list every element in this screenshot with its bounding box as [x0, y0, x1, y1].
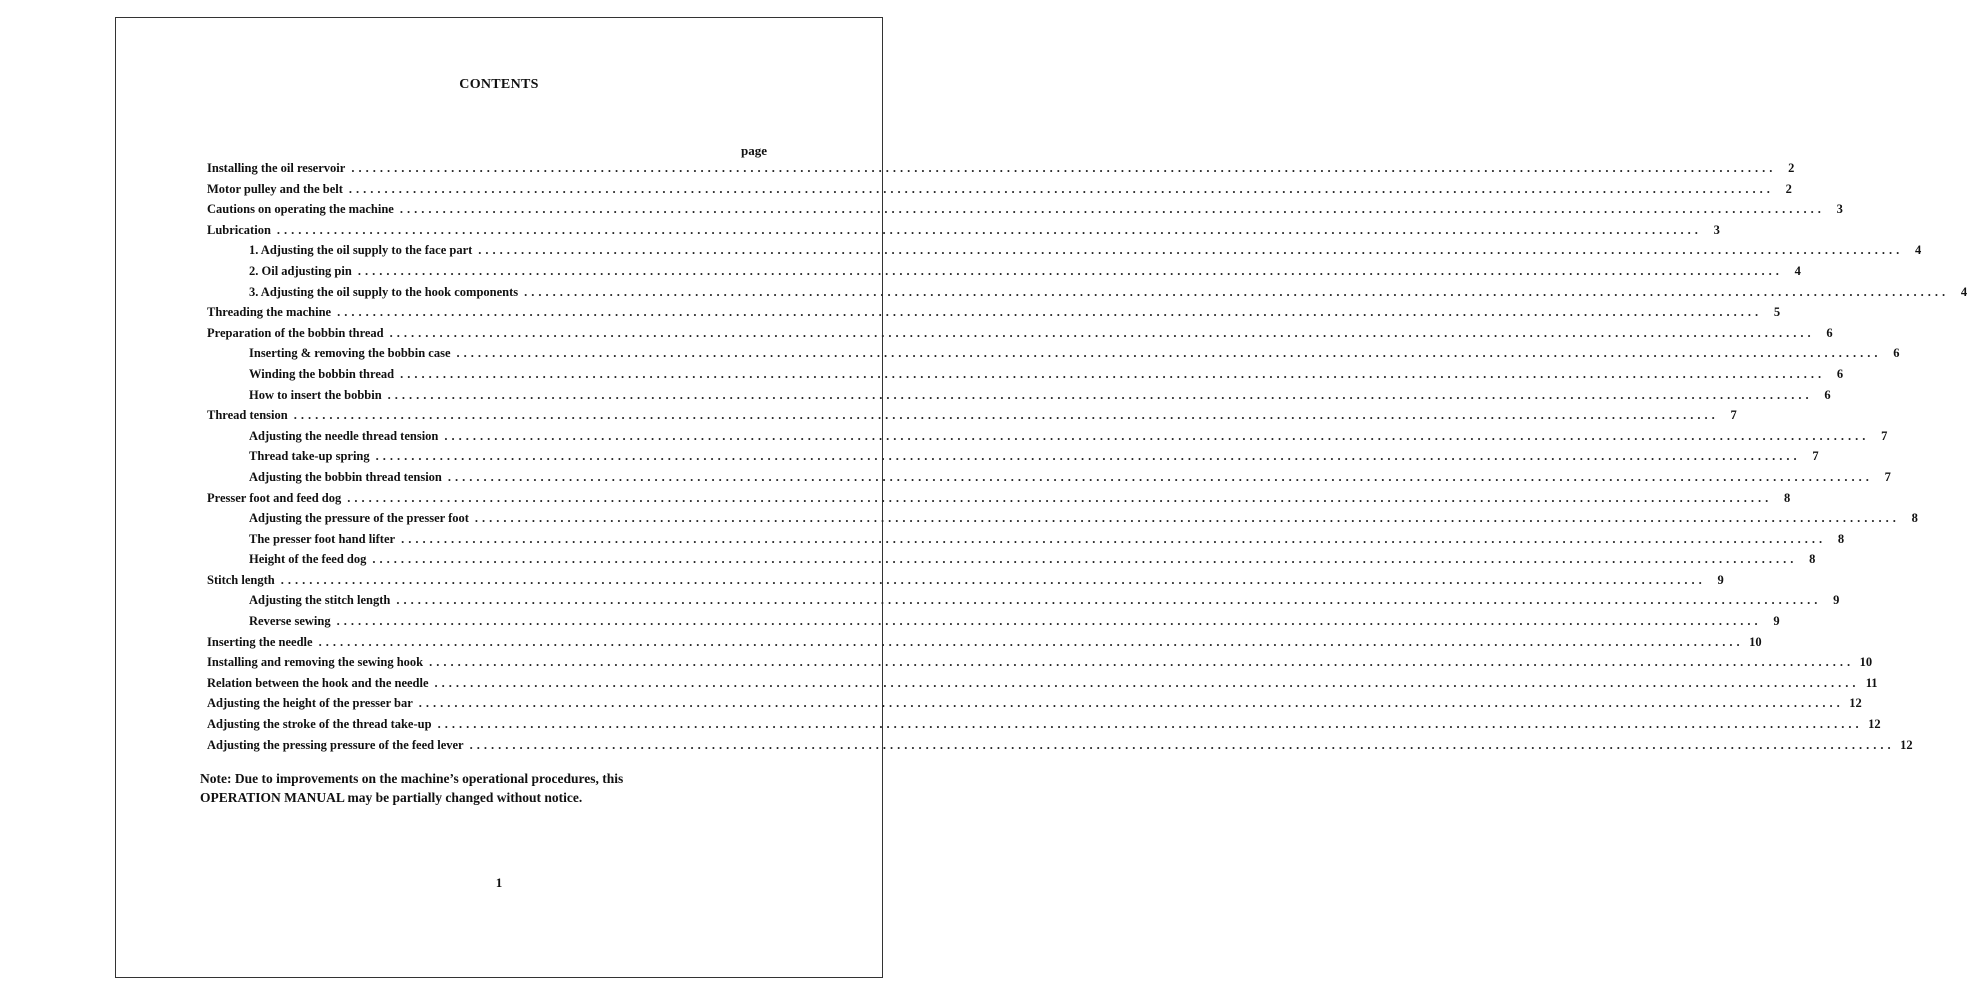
- toc-entry-label: Reverse sewing: [249, 614, 331, 629]
- toc-leader-dots: ........................................................................................................................................................................................................: [478, 243, 1904, 258]
- toc-entry: [207, 346, 1900, 367]
- toc-entry-label: Adjusting the pressing pressure of the feed lever: [207, 737, 464, 752]
- toc-leader-dots: ........................................................................................................................................................................................................: [280, 572, 1706, 587]
- toc-leader-dots: ........................................................................................................................................................................................................: [347, 490, 1773, 505]
- toc-entry-label: Lubrication: [207, 222, 271, 237]
- toc-entry: [207, 531, 1845, 553]
- toc-entry-page: 7: [1884, 469, 1891, 484]
- toc-entry: [207, 428, 1888, 450]
- toc-entry-page: 9: [1833, 593, 1840, 608]
- toc-entry-page: 10: [1859, 655, 1873, 670]
- toc-leader-dots: ........................................................................................................................................................................................................: [375, 449, 1801, 464]
- toc-entry-label: Height of the feed dog: [249, 552, 367, 567]
- toc-leader-dots: ........................................................................................................................................................................................................: [400, 366, 1826, 381]
- toc-entry-label: Adjusting the needle thread tension: [249, 428, 439, 443]
- toc-entry-page: 2: [1785, 181, 1792, 196]
- toc-leader-dots: ........................................................................................................................................................................................................: [401, 531, 1827, 546]
- toc-entry: [207, 449, 1819, 470]
- toc-leader-dots: ........................................................................................................................................................................................................: [437, 717, 1863, 732]
- toc-leader-dots: ........................................................................................................................................................................................................: [372, 552, 1798, 567]
- document-page: [115, 17, 1967, 978]
- toc-entry-page: 4: [1794, 263, 1801, 278]
- toc-entry-page: 8: [1809, 552, 1816, 567]
- toc-entry: [207, 737, 1913, 759]
- toc-leader-dots: ........................................................................................................................................................................................................: [396, 593, 1822, 608]
- toc-leader-dots: ........................................................................................................................................................................................................: [444, 428, 1870, 443]
- toc-entry-page: 8: [1911, 511, 1918, 526]
- toc-entry-page: 4: [1960, 284, 1967, 299]
- toc-entry-label: Adjusting the pressure of the presser foot: [249, 511, 469, 526]
- toc-entry-label: Winding the bobbin thread: [249, 366, 395, 381]
- notice-note-line-2: OPERATION MANUAL may be partially changed without notice.: [200, 790, 583, 805]
- toc-entry: [207, 243, 1922, 264]
- table-of-contents: [207, 161, 1967, 758]
- toc-entry: [207, 263, 1801, 285]
- toc-entry-label: Adjusting the bobbin thread tension: [249, 469, 442, 484]
- toc-entry-page: 6: [1826, 325, 1833, 340]
- toc-entry-page: 6: [1824, 387, 1831, 402]
- page-number: 1: [495, 875, 503, 890]
- toc-entry-page: 8: [1837, 531, 1845, 546]
- toc-entry-label: Installing and removing the sewing hook: [207, 655, 424, 670]
- notice-note: [200, 769, 623, 807]
- toc-leader-dots: ........................................................................................................................................................................................................: [337, 305, 1763, 320]
- toc-entry: [207, 408, 1737, 429]
- toc-leader-dots: ........................................................................................................................................................................................................: [447, 469, 1873, 484]
- document-title: CONTENTS: [459, 77, 539, 92]
- toc-leader-dots: ........................................................................................................................................................................................................: [293, 408, 1719, 423]
- toc-entry-label: Cautions on operating the machine: [207, 202, 394, 217]
- toc-entry-page: 12: [1849, 696, 1862, 711]
- toc-entry: [207, 593, 1840, 614]
- toc-entry: [207, 161, 1795, 182]
- toc-entry: [207, 325, 1833, 347]
- toc-entry: [207, 490, 1791, 512]
- toc-leader-dots: ........................................................................................................................................................................................................: [389, 325, 1815, 340]
- toc-entry: [207, 634, 1762, 656]
- toc-entry: [207, 469, 1891, 491]
- toc-entry-label: Preparation of the bobbin thread: [207, 325, 384, 340]
- toc-entry-page: 4: [1915, 243, 1922, 258]
- toc-leader-dots: ........................................................................................................................................................................................................: [456, 346, 1882, 361]
- toc-leader-dots: ........................................................................................................................................................................................................: [351, 161, 1777, 175]
- toc-entry-label: Motor pulley and the belt: [207, 181, 343, 196]
- toc-entry-page: 9: [1773, 614, 1780, 629]
- toc-entry-label: Inserting & removing the bobbin case: [249, 346, 451, 361]
- toc-leader-dots: ........................................................................................................................................................................................................: [418, 696, 1844, 711]
- toc-leader-dots: ........................................................................................................................................................................................................: [336, 614, 1762, 629]
- toc-entry: [207, 614, 1780, 635]
- toc-leader-dots: ........................................................................................................................................................................................................: [387, 387, 1813, 402]
- toc-leader-dots: ........................................................................................................................................................................................................: [276, 222, 1702, 237]
- toc-entry-label: Presser foot and feed dog: [207, 490, 342, 505]
- toc-entry-label: The presser foot hand lifter: [249, 531, 396, 546]
- toc-entry-label: Adjusting the height of the presser bar: [207, 696, 413, 711]
- toc-entry-page: 5: [1773, 305, 1781, 320]
- toc-entry-page: 3: [1836, 202, 1843, 217]
- toc-entry-page: 3: [1713, 222, 1720, 237]
- toc-entry: [207, 222, 1720, 244]
- page-column-label: page: [741, 143, 767, 158]
- toc-entry-label: 1. Adjusting the oil supply to the face part: [249, 243, 473, 258]
- toc-entry-label: 3. Adjusting the oil supply to the hook components: [249, 284, 519, 299]
- toc-leader-dots: ........................................................................................................................................................................................................: [357, 263, 1783, 278]
- toc-entry: [207, 696, 1862, 717]
- toc-entry-page: 7: [1812, 449, 1819, 464]
- toc-entry-page: 12: [1900, 737, 1913, 752]
- toc-entry-page: 12: [1868, 717, 1881, 732]
- toc-entry: [207, 572, 1724, 594]
- toc-entry-page: 7: [1881, 428, 1888, 443]
- toc-entry: [207, 655, 1873, 676]
- toc-entry-label: Inserting the needle: [207, 634, 313, 649]
- toc-entry: [207, 366, 1844, 388]
- toc-entry-label: Threading the machine: [207, 305, 332, 320]
- toc-entry-page: 8: [1784, 490, 1791, 505]
- toc-entry-page: 2: [1788, 161, 1795, 175]
- toc-entry-page: 11: [1865, 675, 1878, 690]
- toc-entry: [207, 305, 1781, 326]
- toc-entry-label: 2. Oil adjusting pin: [249, 263, 352, 278]
- toc-leader-dots: ........................................................................................................................................................................................................: [429, 655, 1855, 670]
- toc-entry: [207, 202, 1843, 223]
- notice-note-line-1: Note: Due to improvements on the machine’s operational procedures, this: [200, 771, 624, 786]
- toc-leader-dots: ........................................................................................................................................................................................................: [348, 181, 1774, 196]
- toc-leader-dots: ........................................................................................................................................................................................................: [399, 202, 1825, 217]
- toc-entry-label: Thread tension: [207, 408, 288, 423]
- toc-leader-dots: ........................................................................................................................................................................................................: [318, 634, 1744, 649]
- toc-leader-dots: ........................................................................................................................................................................................................: [524, 284, 1950, 299]
- toc-entry-page: 9: [1717, 572, 1724, 587]
- toc-entry-label: How to insert the bobbin: [249, 387, 382, 402]
- toc-leader-dots: ........................................................................................................................................................................................................: [469, 737, 1895, 752]
- toc-entry: [207, 717, 1881, 738]
- toc-entry-label: Adjusting the stitch length: [249, 593, 391, 608]
- toc-entry-label: Relation between the hook and the needle: [207, 675, 429, 690]
- toc-entry: [207, 552, 1816, 573]
- toc-entry: [207, 675, 1878, 697]
- toc-entry-page: 6: [1836, 366, 1844, 381]
- toc-entry: [207, 387, 1831, 409]
- toc-entry-label: Adjusting the stroke of the thread take-up: [207, 717, 432, 732]
- toc-entry: [207, 284, 1967, 306]
- toc-entry: [207, 181, 1792, 203]
- toc-entry-label: Stitch length: [207, 572, 275, 587]
- toc-entry-page: 7: [1730, 408, 1737, 423]
- toc-entry-label: Installing the oil reservoir: [207, 161, 346, 175]
- toc-entry-label: Thread take-up spring: [249, 449, 370, 464]
- toc-leader-dots: ........................................................................................................................................................................................................: [474, 511, 1900, 526]
- toc-entry-page: 10: [1749, 634, 1762, 649]
- toc-entry-page: 6: [1893, 346, 1900, 361]
- toc-entry: [207, 511, 1918, 532]
- toc-leader-dots: ........................................................................................................................................................................................................: [434, 675, 1860, 690]
